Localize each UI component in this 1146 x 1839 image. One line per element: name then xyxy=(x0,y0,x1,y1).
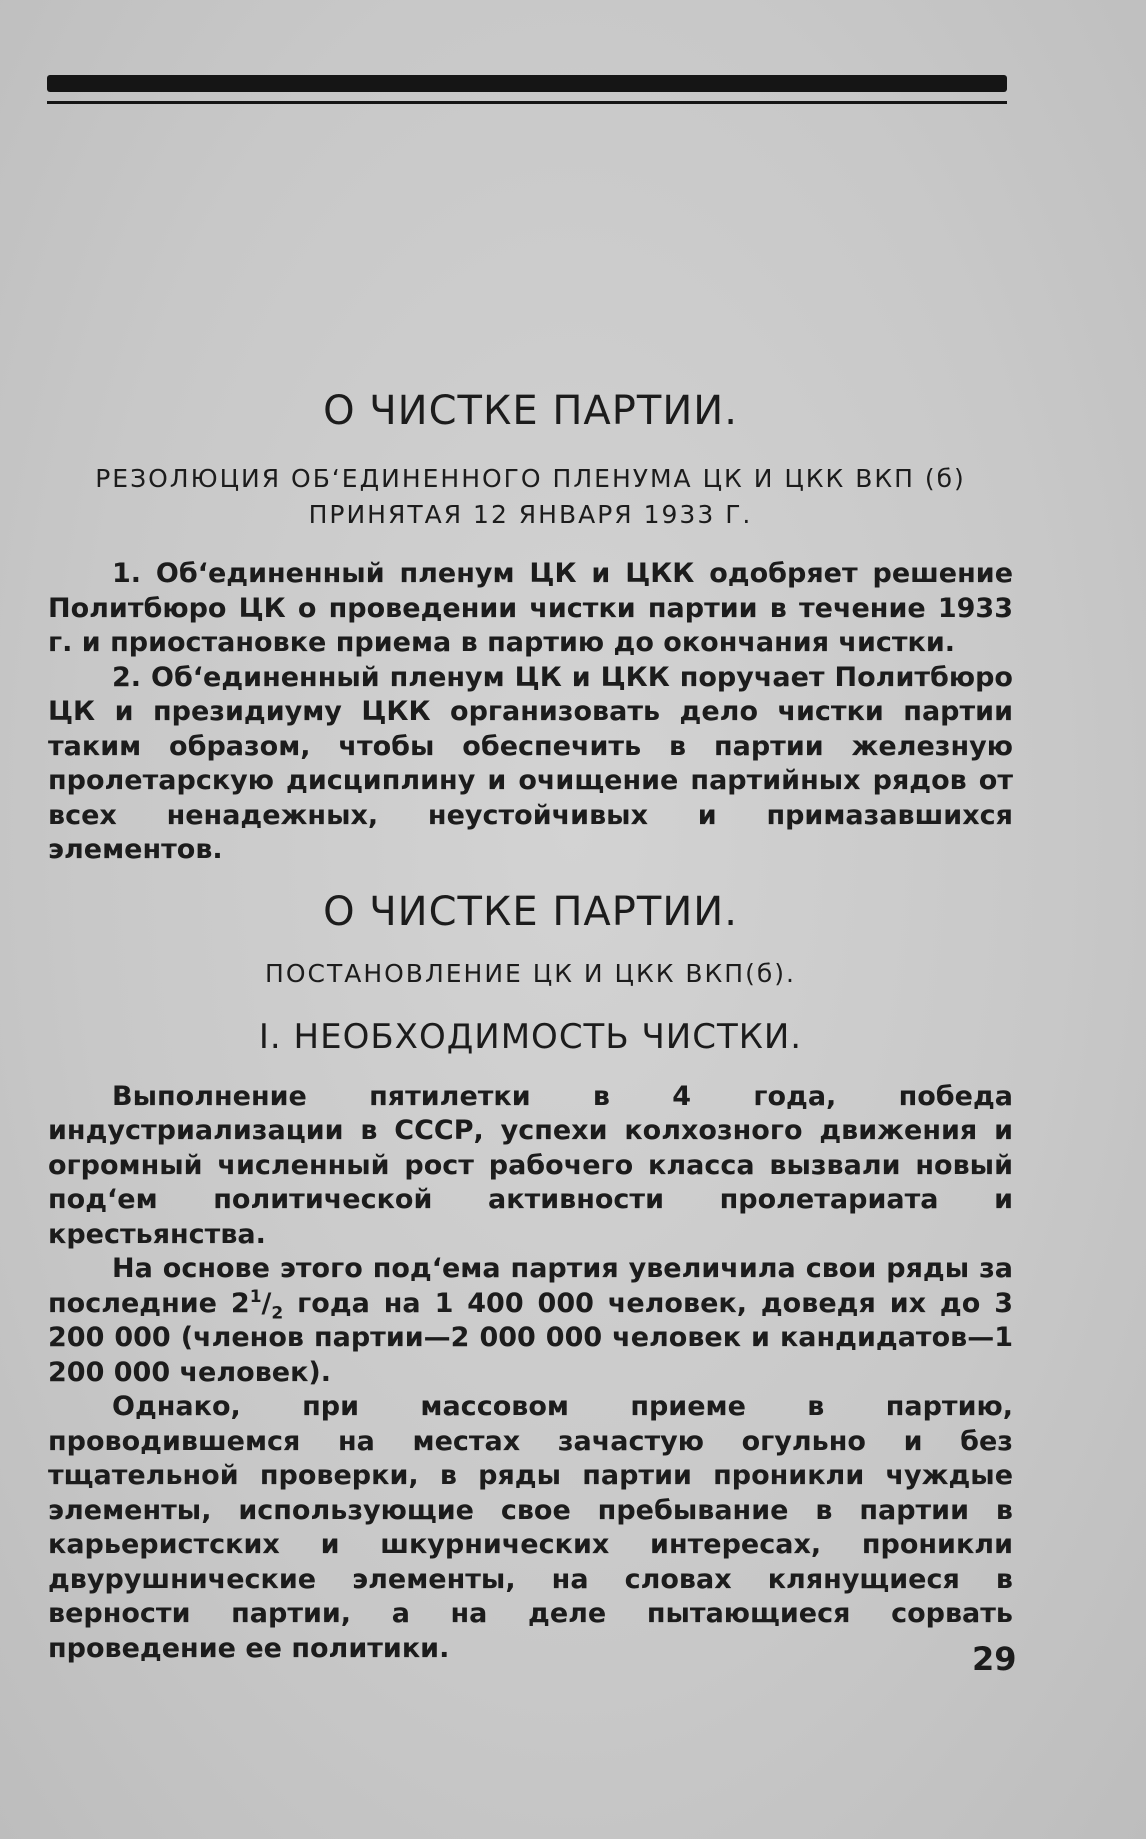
second-heading: О ЧИСТКЕ ПАРТИИ. xyxy=(323,888,738,935)
page-number: 29 xyxy=(972,1640,1017,1678)
resolution-line-1: РЕЗОЛЮЦИЯ ОБ‘ЕДИНЕННОГО ПЛЕНУМА ЦК И ЦКК ВКП (б) xyxy=(95,464,966,493)
fraction-denominator: 2 xyxy=(271,1302,284,1323)
paragraph-1: 1. Об‘единенный пленум ЦК и ЦКК одобряет решение Политбюро ЦК о проведении чистки партии в течение 1933 г. и приостановке приема в партию до окончания чистки. xyxy=(48,558,1013,658)
paragraph-3: Выполнение пятилетки в 4 года, победа индустриализации в СССР, успехи колхозного движения и огромный численный рост рабочего класса вызвали новый под‘ем политической активности пролетариата и крестьянства. xyxy=(48,1080,1013,1250)
paragraph-4-start: На основе этого под‘ема партия увеличила свои ряды за последние 2 xyxy=(48,1253,1013,1319)
paragraph-4: На основе этого под‘ема партия увеличила свои ряды за последние $2^1/_2$ года на 1 400 000 человек, доведя их до 3 200 000 (членов партии—2 000 000 человек и кандидатов—1 200 000 человек). xyxy=(48,1253,1013,1388)
main-heading: О ЧИСТКЕ ПАРТИИ. xyxy=(323,388,738,434)
section-heading: I. НЕОБХОДИМОСТЬ ЧИСТКИ. xyxy=(258,1016,803,1057)
header-rule-thin xyxy=(47,101,1007,104)
resolution-line-2: ПРИНЯТАЯ 12 ЯНВАРЯ 1933 Г. xyxy=(308,500,753,529)
paragraph-2: 2. Об‘единенный пленум ЦК и ЦКК поручает Политбюро ЦК и президиуму ЦКК организовать дело чистки партии таким образом, чтобы обеспечить в партии железную пролетарскую дисциплину и очищение партийных рядов от всех ненадежных, неустойчивых и примазавшихся элементов. xyxy=(48,661,1013,865)
fraction-numerator: 1 xyxy=(249,1286,262,1307)
page-content xyxy=(48,385,1013,1666)
decree-caption: ПОСТАНОВЛЕНИЕ ЦК И ЦКК ВКП(б). xyxy=(265,958,796,988)
resolution-caption xyxy=(48,461,1013,533)
paragraph-5: Однако, при массовом приеме в партию, проводившемся на местах зачастую огульно и без тщательной проверки, в ряды партии проникли чуждые элементы, использующие свое пребывание в партии в карьеристских и шкурнических интересах, проникли двурушнические элементы, на словах клянущиеся в верности партии, а на деле пытающиеся сорвать проведение ее политики. xyxy=(48,1391,1013,1664)
header-rule-thick xyxy=(47,75,1007,92)
paragraph-4-end: года на 1 400 000 человек, доведя их до 3 200 000 (членов партии—2 000 000 человек и кандидатов—1 200 000 человек). xyxy=(48,1287,1013,1388)
